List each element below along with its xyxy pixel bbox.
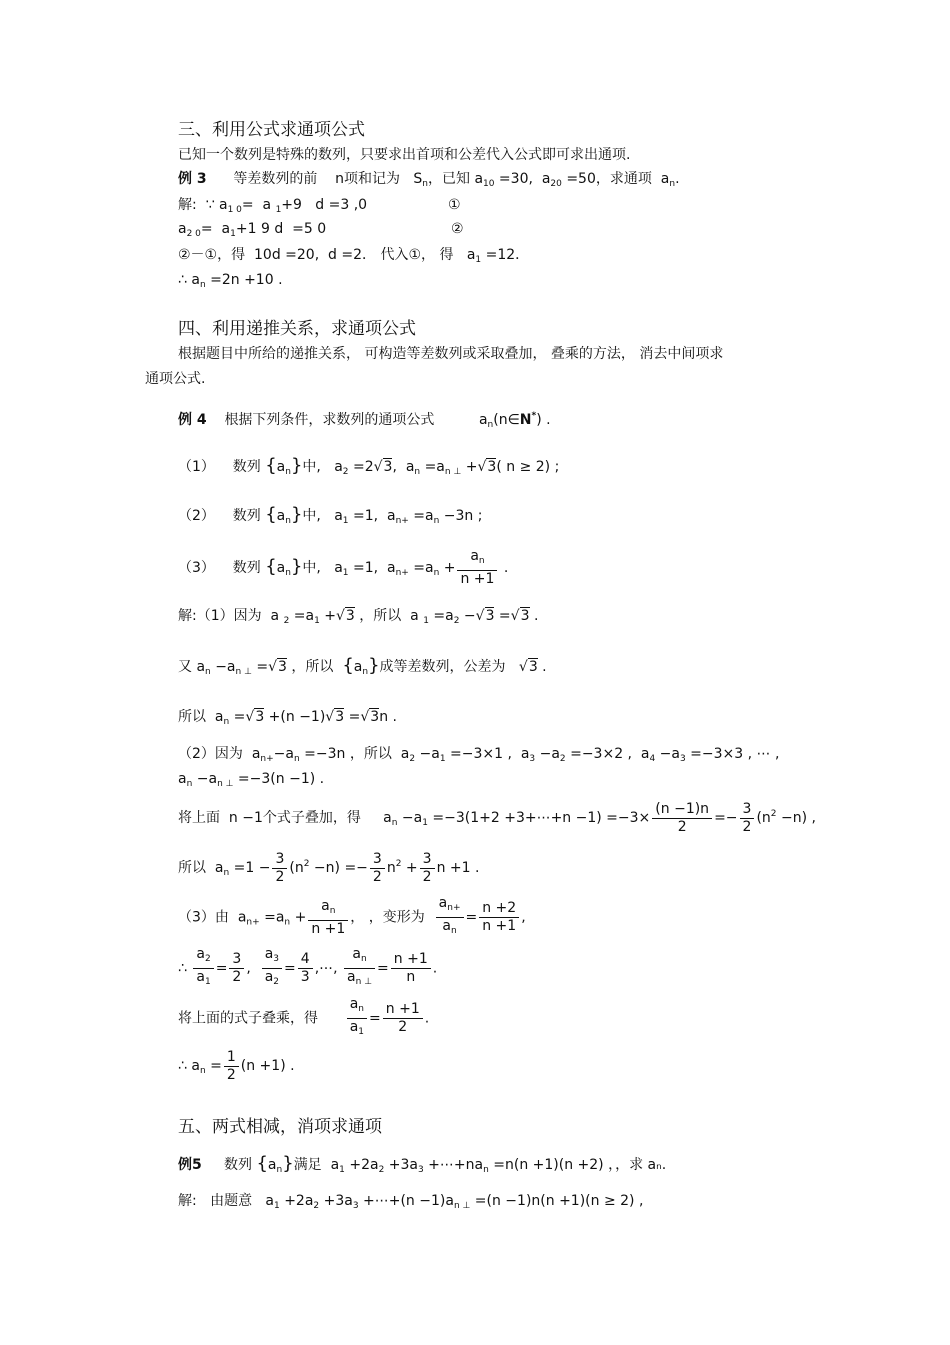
example-5: 例5 数列 $\{a_n\}$满足 $a_1 +2a_2 +3a_3$ $+\cdots+na_n =n(n +1)(n +2)$ ，，求 aₙ.	[178, 1153, 667, 1175]
circle-marker-2: ②	[451, 221, 464, 237]
section-4-heading: 四、利用递推关系，求通项公式	[178, 319, 416, 339]
solution-3-line-1: 解: ∵ $a_{1 0}= a$ $_1$+9 d =3 ,0	[178, 197, 368, 215]
section-3-heading: 三、利用公式求通项公式	[178, 120, 365, 140]
solution-4-3-line-1: （3）由 $a_{n+} =a_n$ + $\frac{a_n}{n +1}$ ， ，变形为 $\frac{a_{n+}}{a_n}$ = $\frac{n +2}{n +1}$ ,	[178, 895, 526, 937]
condition-3: （3） 数列 $\{a_n\}$中, $a_1 =1$, $a_{n+} =a_n$ + $\frac{a_n}{n +1}$ .	[178, 548, 509, 587]
solution-4-1-line-3: 所以 $a_n =√3 +(n -1)√3 =√3n$ .	[178, 709, 397, 727]
section-3-intro: 已知一个数列是特殊的数列，只要求出首项和公差代入公式即可求出通项.	[178, 147, 631, 163]
example-3: 例 3 等差数列的前 n项和记为 $S_n$，已知 $a_{10} =30$, $a_{20} =50$，求通项 $a_n$.	[178, 171, 680, 189]
solution-3-line-4: ∴ $a_n =2n +10$ .	[178, 272, 283, 290]
example-4: 例 4 根据下列条件，求数列的通项公式 $a_n(n\in N^*)$ .	[178, 411, 551, 430]
solution-4-2-line-4: 所以 $a_n =1$ − $\frac{3}{2}$ $(n^2 -n)$ =− $\frac{3}{2}$ $n^2$ + $\frac{3}{2}$ n +1 .	[178, 850, 480, 885]
solution-4-3-line-2: ∴ $\frac{a_2}{a_1}$ = $\frac{3}{2}$ , $\frac{a_3}{a_2}$ = $\frac{4}{3}$ ,⋯, $\frac{a_n}{a_{n \perp}}$ = $\frac{n +1}{n}$ .	[178, 946, 438, 987]
solution-3-line-2: $a_{2 0}= a_1+1$ 9 d =5 0	[178, 221, 327, 239]
solution-4-3-line-4: ∴ $a_n$ = $\frac{1}{2}$ (n +1) .	[178, 1048, 295, 1083]
solution-4-3-line-3: 将上面的式子叠乘，得 $\frac{a_n}{a_1}$ = $\frac{n +1}{2}$ .	[178, 996, 430, 1037]
section-4-intro-1: 根据题目中所给的递推关系， 可构造等差数列或采取叠加， 叠乘的方法， 消去中间项求	[178, 346, 724, 362]
solution-4-2-line-2: $a_n -a_{n \perp} =-3(n -1)$ .	[178, 771, 325, 789]
condition-2: （2） 数列 $\{a_n\}$中, $a_1 =1$, $a_{n+} =a_n -3n$ ;	[178, 504, 483, 526]
section-4-intro-2: 通项公式.	[145, 371, 206, 387]
solution-4-2-line-1: （2）因为 $a_{n+}-a_n =-3n$ ，所以 $a_2 -a_1 =-3\times 1$ , $a_3 -a_2 =-3\times 2$ , $a_4 -a_3 =-3\times 3$ , ⋯ ,	[178, 746, 780, 764]
solution-5-line-1: 解: 由题意 $a_1 +2a_2 +3a_3$ +⋯+(n $-1)a_{n \perp} =(n -1)n(n +1)(n \ge 2)$ ,	[178, 1193, 644, 1211]
circle-marker-1: ①	[448, 197, 461, 213]
section-5-heading: 五、两式相减，消项求通项	[178, 1117, 382, 1137]
solution-4-1-line-2: 又 $a_n -a_{n \perp} =√3$ ，所以 $\{a_n\}$成等差数列，公差为 √3 .	[178, 655, 547, 677]
solution-3-line-3: ②－①，得 10d =20, d =2． 代入①， 得 $a_1 =12$．	[178, 247, 530, 265]
solution-4-1-line-1: 解:（1）因为 a $_2 =a_1 +√3$ ，所以 a $_1 =a_2 -√3 =√3$ .	[178, 608, 539, 626]
solution-4-2-line-3: 将上面 n −1个式子叠加，得 $a_n -a_1 =-3(1+2$ +3+⋯+n −1) =−3× $\frac{(n -1)n}{2}$ =− $\frac{3}{2}$ $(n^2 -n)$ ,	[178, 800, 816, 835]
condition-1: （1） 数列 $\{a_n\}$中, $a_2 =2√3$, $a_n =a_{n \perp} +√3$( n ≥ 2) ;	[178, 455, 560, 477]
